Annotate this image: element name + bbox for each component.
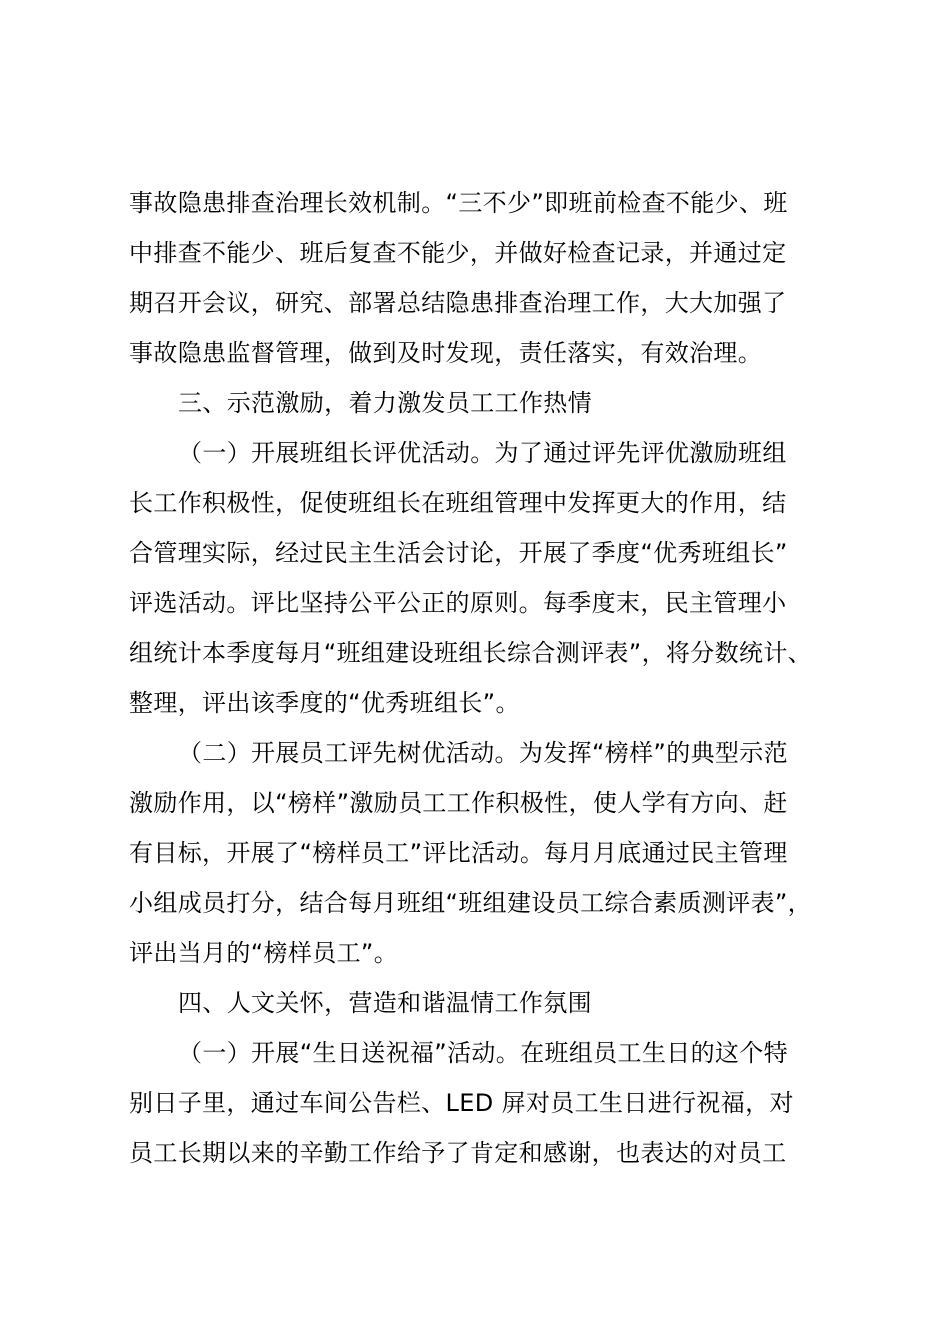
paragraph-line: 有目标，开展了“榜样员工”评比活动。每月月底通过民主管理 [129,839,788,867]
paragraph-line: （一）开展班组长评优活动。为了通过评先评优激励班组 [178,439,787,467]
paragraph-line: 期召开会议，研究、部署总结隐患排查治理工作，大大加强了 [129,289,787,317]
paragraph-line: 评选活动。评比坚持公平公正的原则。每季度末，民主管理小 [129,589,787,617]
paragraph-line: 中排查不能少、班后复查不能少，并做好检查记录，并通过定 [129,239,787,267]
paragraph-line: 事故隐患排查治理长效机制。“三不少”即班前检查不能少、班 [129,189,788,217]
paragraph-line: 激励作用，以“榜样”激励员工工作积极性，使人学有方向、赶 [129,789,788,817]
paragraph-line: 组统计本季度每月“班组建设班组长综合测评表”，将分数统计、 [129,639,813,667]
paragraph-line: 评出当月的“榜样员工”。 [129,939,399,967]
paragraph-line: （一）开展“生日送祝福”活动。在班组员工生日的这个特 [178,1039,788,1067]
section-heading: 三、示范激励，着力激发员工工作热情 [178,389,592,417]
paragraph-line: 员工长期以来的辛勤工作给予了肯定和感谢，也表达的对员工 [129,1139,787,1167]
paragraph-line: 小组成员打分，结合每月班组“班组建设员工综合素质测评表”， [129,889,813,917]
paragraph-line: 长工作积极性，促使班组长在班组管理中发挥更大的作用，结 [129,489,787,517]
paragraph-line: 事故隐患监督管理，做到及时发现，责任落实，有效治理。 [129,339,763,367]
section-heading: 四、人文关怀，营造和谐温情工作氛围 [178,989,592,1017]
paragraph-line: 别日子里，通过车间公告栏、LED 屏对员工生日进行祝福，对 [129,1089,794,1117]
paragraph-line: （二）开展员工评先树优活动。为发挥“榜样”的典型示范 [178,739,788,767]
paragraph-line: 合管理实际，经过民主生活会讨论，开展了季度“优秀班组长” [129,539,788,567]
paragraph-line: 整理，评出该季度的“优秀班组长”。 [129,689,520,717]
